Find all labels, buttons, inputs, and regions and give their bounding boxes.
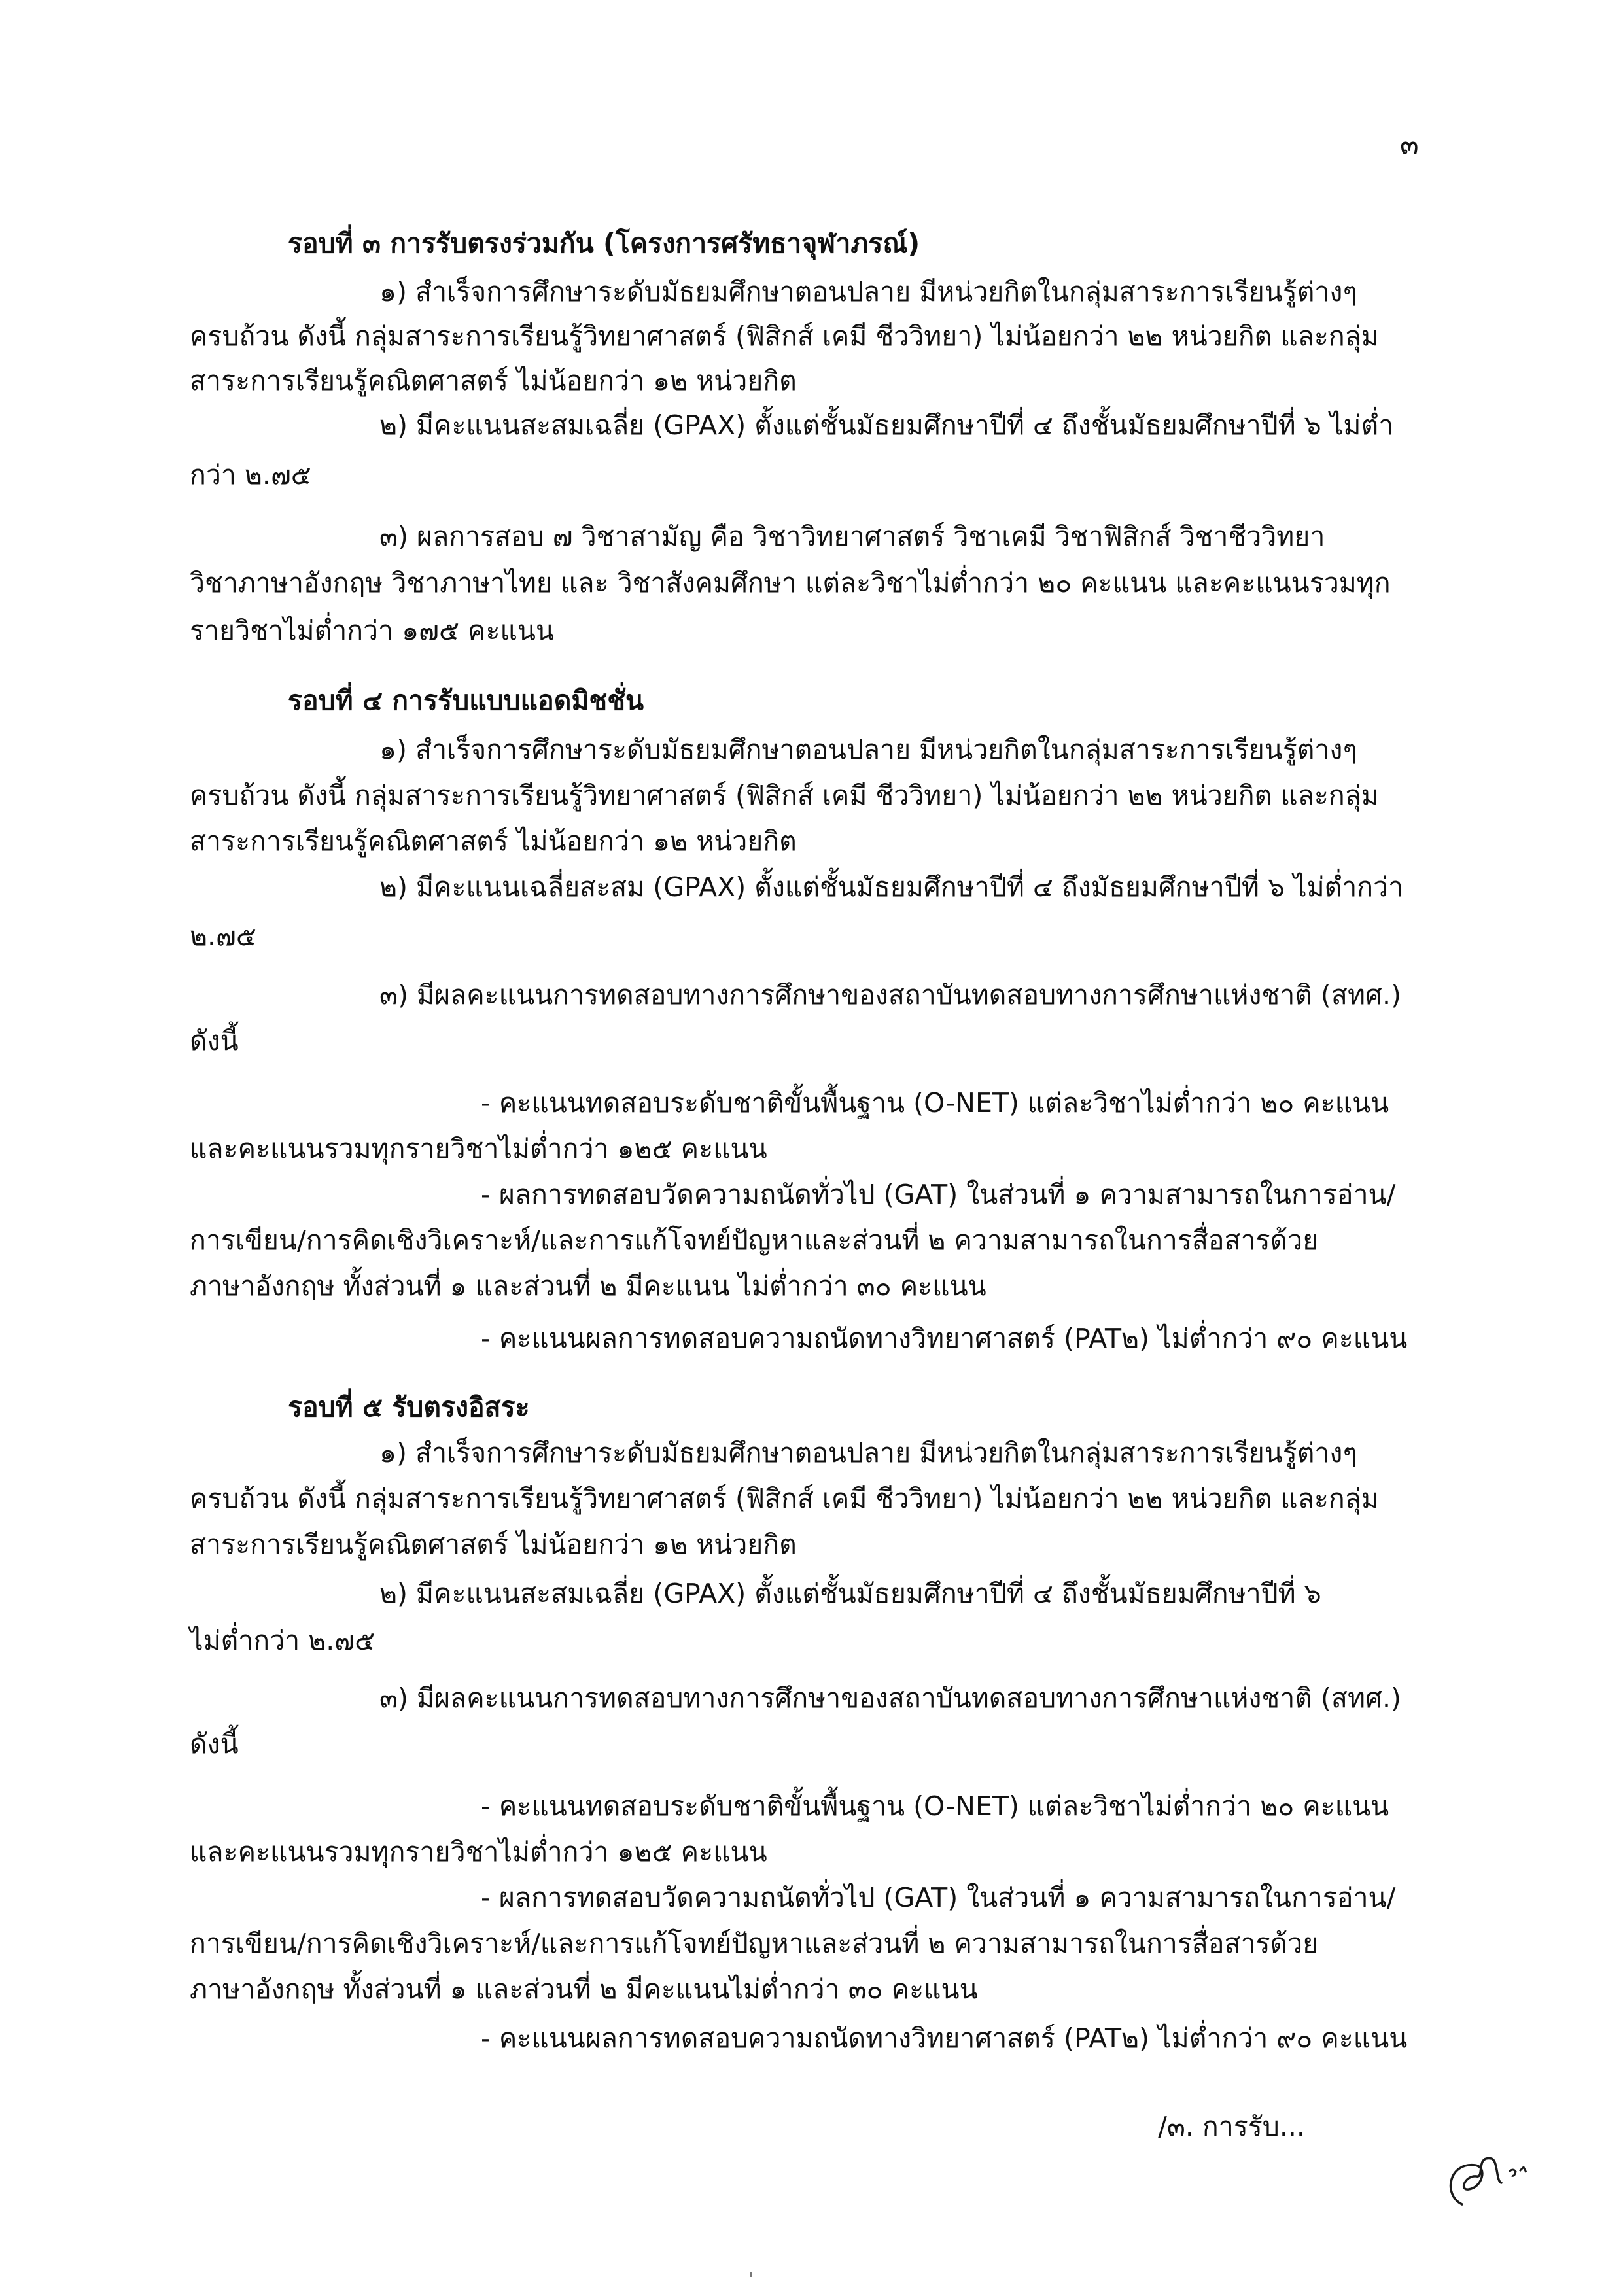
round5-item3-line2: ดังนี้: [190, 1728, 239, 1760]
round3-item1-line3: สาระการเรียนรู้คณิตศาสตร์ ไม่น้อยกว่า ๑๒ หน่วยกิต: [190, 365, 797, 396]
round5-pat2-line: - คะแนนผลการทดสอบความถนัดทางวิทยาศาสตร์ (PAT๒) ไม่ต่ำกว่า ๙๐ คะแนน: [481, 2023, 1408, 2054]
round4-item3-line2: ดังนี้: [190, 1025, 239, 1056]
round3-item1-line1: ๑) สำเร็จการศึกษาระดับมัธยมศึกษาตอนปลาย มีหน่วยกิตในกลุ่มสาระการเรียนรู้ต่างๆ: [379, 276, 1357, 307]
round4-gat-line3: ภาษาอังกฤษ ทั้งส่วนที่ ๑ และส่วนที่ ๒ มีคะแนน ไม่ต่ำกว่า ๓๐ คะแนน: [190, 1270, 986, 1302]
round4-gat-line2: การเขียน/การคิดเชิงวิเคราะห์/และการแก้โจทย์ปัญหาและส่วนที่ ๒ ความสามารถในการสื่อสารด้วย: [190, 1225, 1319, 1256]
round4-item1-line1: ๑) สำเร็จการศึกษาระดับมัธยมศึกษาตอนปลาย มีหน่วยกิตในกลุ่มสาระการเรียนรู้ต่างๆ: [379, 734, 1357, 765]
round4-onet-line2: และคะแนนรวมทุกรายวิชาไม่ต่ำกว่า ๑๒๕ คะแนน: [190, 1133, 767, 1164]
round5-item3-line1: ๓) มีผลคะแนนการทดสอบทางการศึกษาของสถาบันทดสอบทางการศึกษาแห่งชาติ (สทศ.): [379, 1682, 1402, 1714]
round4-heading: รอบที่ ๔ การรับแบบแอดมิชชั่น: [288, 685, 644, 716]
round5-heading: รอบที่ ๕ รับตรงอิสระ: [288, 1391, 530, 1423]
round4-onet-line1: - คะแนนทดสอบระดับชาติขั้นพื้นฐาน (O-NET) แต่ละวิชาไม่ต่ำกว่า ๒๐ คะแนน: [481, 1087, 1389, 1119]
handwritten-signature: [1436, 2142, 1534, 2221]
round5-item2-line2: ไม่ต่ำกว่า ๒.๗๕: [190, 1625, 375, 1656]
round5-gat-line3: ภาษาอังกฤษ ทั้งส่วนที่ ๑ และส่วนที่ ๒ มีคะแนนไม่ต่ำกว่า ๓๐ คะแนน: [190, 1974, 978, 2005]
round3-heading: รอบที่ ๓ การรับตรงร่วมกัน (โครงการศรัทธาจุฬาภรณ์): [288, 228, 920, 259]
round5-item2-line1: ๒) มีคะแนนสะสมเฉลี่ย (GPAX) ตั้งแต่ชั้นมัธยมศึกษาปีที่ ๔ ถึงชั้นมัธยมศึกษาปีที่ ๖: [379, 1578, 1321, 1609]
round5-item1-line1: ๑) สำเร็จการศึกษาระดับมัธยมศึกษาตอนปลาย มีหน่วยกิตในกลุ่มสาระการเรียนรู้ต่างๆ: [379, 1437, 1357, 1469]
round5-gat-line1: - ผลการทดสอบวัดความถนัดทั่วไป (GAT) ในส่วนที่ ๑ ความสามารถในการอ่าน/: [481, 1882, 1396, 1913]
round3-item1-line2: ครบถ้วน ดังนี้ กลุ่มสาระการเรียนรู้วิทยาศาสตร์ (ฟิสิกส์ เคมี ชีววิทยา) ไม่น้อยกว่า ๒๒ หน่วยกิต และกลุ่ม: [190, 321, 1379, 352]
round4-item2-line2: ๒.๗๕: [190, 920, 256, 952]
round3-item3-line2: วิชาภาษาอังกฤษ วิชาภาษาไทย และ วิชาสังคมศึกษา แต่ละวิชาไม่ต่ำกว่า ๒๐ คะแนน และคะแนนรวมทุก: [190, 567, 1391, 599]
continuation-note: /๓. การรับ...: [1158, 2111, 1305, 2142]
round4-item3-line1: ๓) มีผลคะแนนการทดสอบทางการศึกษาของสถาบันทดสอบทางการศึกษาแห่งชาติ (สทศ.): [379, 979, 1402, 1011]
round3-item3-line3: รายวิชาไม่ต่ำกว่า ๑๗๕ คะแนน: [190, 615, 554, 646]
round5-gat-line2: การเขียน/การคิดเชิงวิเคราะห์/และการแก้โจทย์ปัญหาและส่วนที่ ๒ ความสามารถในการสื่อสารด้วย: [190, 1928, 1319, 1959]
round3-item2-line2: กว่า ๒.๗๕: [190, 459, 311, 491]
round4-gat-line1: - ผลการทดสอบวัดความถนัดทั่วไป (GAT) ในส่วนที่ ๑ ความสามารถในการอ่าน/: [481, 1179, 1396, 1210]
round3-item2-line1: ๒) มีคะแนนสะสมเฉลี่ย (GPAX) ตั้งแต่ชั้นมัธยมศึกษาปีที่ ๔ ถึงชั้นมัธยมศึกษาปีที่ ๖ ไม่ต่ำ: [379, 409, 1394, 441]
round4-item1-line2: ครบถ้วน ดังนี้ กลุ่มสาระการเรียนรู้วิทยาศาสตร์ (ฟิสิกส์ เคมี ชีววิทยา) ไม่น้อยกว่า ๒๒ หน่วยกิต และกลุ่ม: [190, 780, 1379, 811]
round5-item1-line2: ครบถ้วน ดังนี้ กลุ่มสาระการเรียนรู้วิทยาศาสตร์ (ฟิสิกส์ เคมี ชีววิทยา) ไม่น้อยกว่า ๒๒ หน่วยกิต และกลุ่ม: [190, 1483, 1379, 1514]
round4-pat2-line: - คะแนนผลการทดสอบความถนัดทางวิทยาศาสตร์ (PAT๒) ไม่ต่ำกว่า ๙๐ คะแนน: [481, 1323, 1408, 1354]
round5-onet-line1: - คะแนนทดสอบระดับชาติขั้นพื้นฐาน (O-NET) แต่ละวิชาไม่ต่ำกว่า ๒๐ คะแนน: [481, 1790, 1389, 1822]
round5-item1-line3: สาระการเรียนรู้คณิตศาสตร์ ไม่น้อยกว่า ๑๒ หน่วยกิต: [190, 1529, 797, 1560]
scan-mark: [750, 2272, 752, 2277]
page-number: ๓: [1400, 128, 1419, 160]
round4-item1-line3: สาระการเรียนรู้คณิตศาสตร์ ไม่น้อยกว่า ๑๒ หน่วยกิต: [190, 826, 797, 857]
round5-onet-line2: และคะแนนรวมทุกรายวิชาไม่ต่ำกว่า ๑๒๕ คะแนน: [190, 1836, 767, 1868]
round3-item3-line1: ๓) ผลการสอบ ๗ วิชาสามัญ คือ วิชาวิทยาศาสตร์ วิชาเคมี วิชาฟิสิกส์ วิชาชีววิทยา: [379, 521, 1325, 552]
round4-item2-line1: ๒) มีคะแนนเฉลี่ยสะสม (GPAX) ตั้งแต่ชั้นมัธยมศึกษาปีที่ ๔ ถึงมัธยมศึกษาปีที่ ๖ ไม่ต่ำกว่า: [379, 871, 1404, 903]
